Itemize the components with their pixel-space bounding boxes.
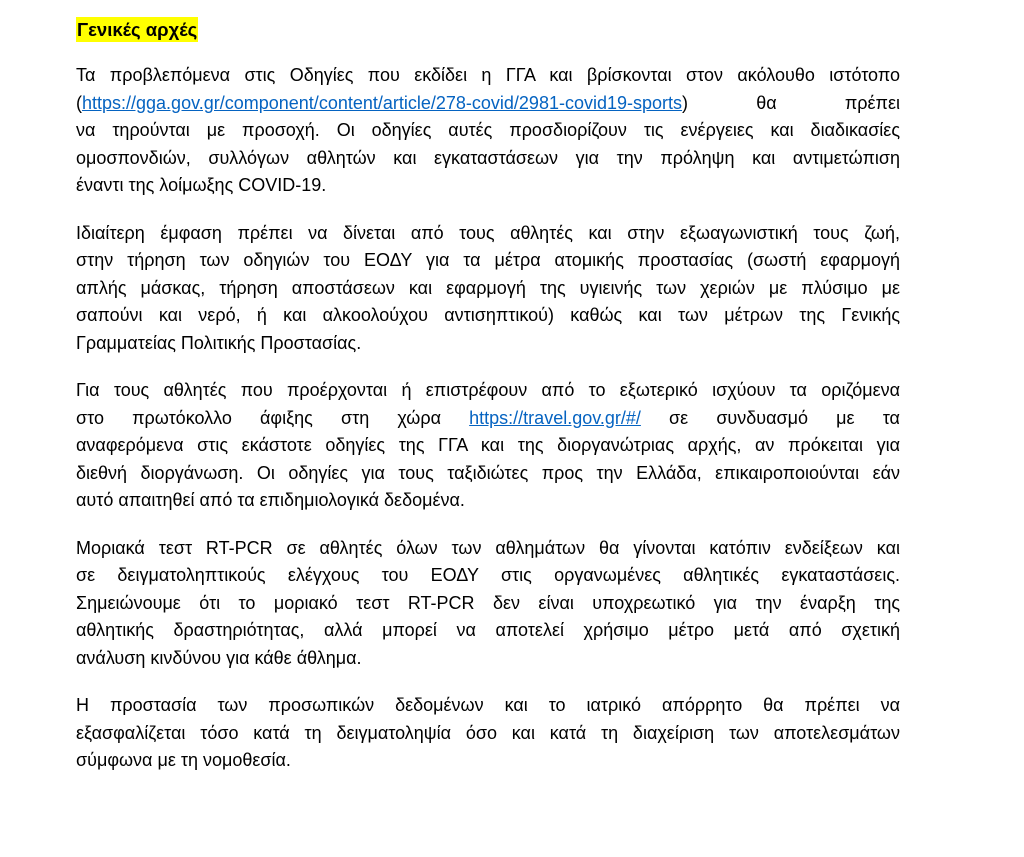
text-line: αθλητικής δραστηριότητας, αλλά μπορεί να αποτελεί χρήσιμο μέτρο μετά από σχετική — [76, 620, 900, 640]
text-line: να τηρούνται με προσοχή. Οι οδηγίες αυτές προσδιορίζουν τις ενέργειες και διαδικασίες — [76, 120, 900, 140]
text-line: Η προστασία των προσωπικών δεδομένων και το ιατρικό απόρρητο θα πρέπει να — [76, 695, 900, 715]
text-fragment: θα πρέπει — [688, 92, 900, 113]
text-line: σύμφωνα με τη νομοθεσία. — [76, 750, 291, 770]
paragraph-rt-pcr-tests — [76, 535, 900, 673]
text-line: εξασφαλίζεται τόσο κατά τη δειγματοληψία όσο και κατά τη διαχείριση των αποτελεσμάτων — [76, 722, 900, 743]
text-line: Για τους αθλητές που προέρχονται ή επιστρέφουν από το εξωτερικό ισχύουν τα οριζόμενα — [76, 380, 900, 400]
paragraph-travel-protocol — [76, 377, 900, 515]
text-line: σε δειγματοληπτικούς ελέγχους του ΕΟΔΥ στις οργανωμένες αθλητικές εγκαταστάσεις. — [76, 565, 900, 585]
text-line: Μοριακά τεστ RT-PCR σε αθλητές όλων των αθλημάτων θα γίνονται κατόπιν ενδείξεων και — [76, 537, 900, 558]
text-line-with-link — [76, 90, 900, 118]
section-heading: Γενικές αρχές — [77, 19, 198, 40]
text-line: σαπούνι και νερό, ή και αλκοολούχου αντισηπτικού) καθώς και των μέτρων της Γενικής — [76, 305, 900, 325]
text-line: ομοσπονδιών, συλλόγων αθλητών και εγκαταστάσεων για την πρόληψη και αντιμετώπιση — [76, 147, 900, 168]
text-line: απλής μάσκας, τήρηση αποστάσεων και εφαρμογή της υγιεινής των χεριών με πλύσιμο με — [76, 277, 900, 298]
text-line: αυτό απαιτηθεί από τα επιδημιολογικά δεδομένα. — [76, 490, 465, 510]
travel-gov-link[interactable]: https://travel.gov.gr/#/ — [469, 407, 641, 428]
text-line: Σημειώνουμε ότι το μοριακό τεστ RT-PCR δεν είναι υποχρεωτικό για την έναρξη της — [76, 592, 900, 613]
text-line: στην τήρηση των οδηγιών του ΕΟΔΥ για τα μέτρα ατομικής προστασίας (σωστή εφαρμογή — [76, 250, 900, 270]
text-line-with-link — [76, 405, 900, 433]
text-line: ανάλυση κινδύνου για κάθε άθλημα. — [76, 647, 362, 668]
text-line: διεθνή διοργάνωση. Οι οδηγίες για τους ταξιδιώτες προς την Ελλάδα, επικαιροποιούνται εάν — [76, 462, 900, 483]
link-open-paren: ( — [76, 92, 82, 113]
paragraph-gga-guidelines — [76, 62, 900, 200]
text-line: έναντι της λοίμωξης COVID-19. — [76, 175, 327, 195]
text-fragment: σε συνδυασμό με τα — [669, 407, 900, 428]
text-line: αναφερόμενα στις εκάστοτε οδηγίες της ΓΓΑ και της διοργανώτριας αρχής, αν πρόκειται για — [76, 435, 900, 455]
text-fragment: στο πρωτόκολλο άφιξης στη χώρα — [76, 407, 442, 428]
link-close-paren: ) — [682, 92, 689, 113]
heading-container — [76, 14, 900, 46]
text-line: Ιδιαίτερη έμφαση πρέπει να δίνεται από τους αθλητές και στην εξωαγωνιστική τους ζωή, — [76, 222, 900, 243]
paragraph-data-protection — [76, 692, 900, 775]
document-page — [76, 14, 900, 775]
gga-covid-sports-link[interactable]: https://gga.gov.gr/component/content/article/278-covid/2981-covid19-sports — [82, 92, 683, 113]
text-line: Τα προβλεπόμενα στις Οδηγίες που εκδίδει η ΓΓΑ και βρίσκονται στον ακόλουθο ιστότοπο — [76, 65, 900, 85]
text-line: Γραμματείας Πολιτικής Προστασίας. — [76, 332, 362, 353]
paragraph-eody-measures — [76, 220, 900, 358]
